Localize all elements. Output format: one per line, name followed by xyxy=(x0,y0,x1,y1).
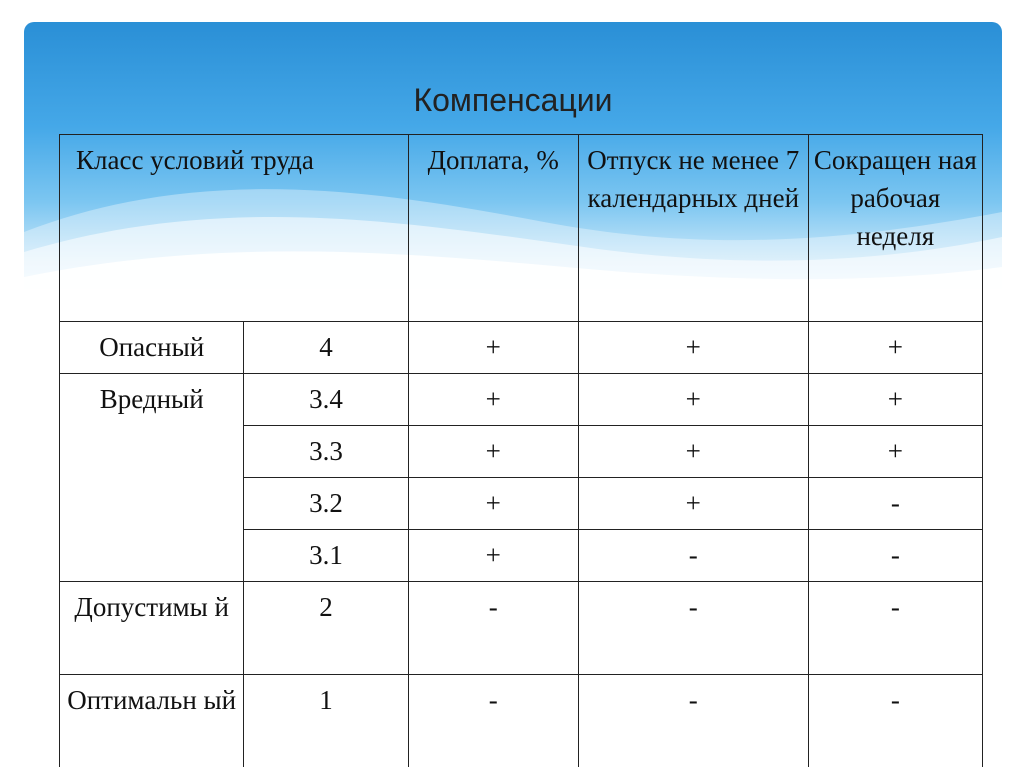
payment-cell: + xyxy=(408,530,578,582)
table-row xyxy=(60,582,983,675)
subclass-cell: 3.2 xyxy=(244,478,408,530)
vacation-cell: - xyxy=(578,582,808,675)
short-week-cell: - xyxy=(808,530,982,582)
vacation-cell: - xyxy=(578,530,808,582)
compensation-table xyxy=(59,134,983,767)
header-work-class: Класс условий труда xyxy=(60,135,409,322)
class-cell: Оптимальн ый xyxy=(60,675,244,767)
page-title: Компенсации xyxy=(413,82,613,118)
vacation-cell: + xyxy=(578,426,808,478)
subclass-cell: 4 xyxy=(244,322,408,374)
class-cell: Опасный xyxy=(60,322,244,374)
subclass-cell: 1 xyxy=(244,675,408,767)
slide xyxy=(24,22,1002,767)
table-row xyxy=(60,322,983,374)
short-week-cell: - xyxy=(808,582,982,675)
short-week-cell: + xyxy=(808,374,982,426)
vacation-cell: - xyxy=(578,675,808,767)
table-row xyxy=(60,675,983,767)
vacation-cell: + xyxy=(578,374,808,426)
subclass-cell: 3.3 xyxy=(244,426,408,478)
payment-cell: - xyxy=(408,582,578,675)
header-payment: Доплата, % xyxy=(408,135,578,322)
short-week-cell: - xyxy=(808,478,982,530)
short-week-cell: - xyxy=(808,675,982,767)
payment-cell: - xyxy=(408,675,578,767)
subclass-cell: 3.4 xyxy=(244,374,408,426)
payment-cell: + xyxy=(408,322,578,374)
vacation-cell: + xyxy=(578,478,808,530)
table-row xyxy=(60,374,983,426)
header-vacation: Отпуск не менее 7 календарных дней xyxy=(578,135,808,322)
payment-cell: + xyxy=(408,426,578,478)
subclass-cell: 3.1 xyxy=(244,530,408,582)
vacation-cell: + xyxy=(578,322,808,374)
subclass-cell: 2 xyxy=(244,582,408,675)
class-cell: Допустимы й xyxy=(60,582,244,675)
payment-cell: + xyxy=(408,478,578,530)
short-week-cell: + xyxy=(808,426,982,478)
table-header-row xyxy=(60,135,983,322)
short-week-cell: + xyxy=(808,322,982,374)
payment-cell: + xyxy=(408,374,578,426)
class-cell: Вредный xyxy=(60,374,244,582)
header-short-week: Сокращен ная рабочая неделя xyxy=(808,135,982,322)
